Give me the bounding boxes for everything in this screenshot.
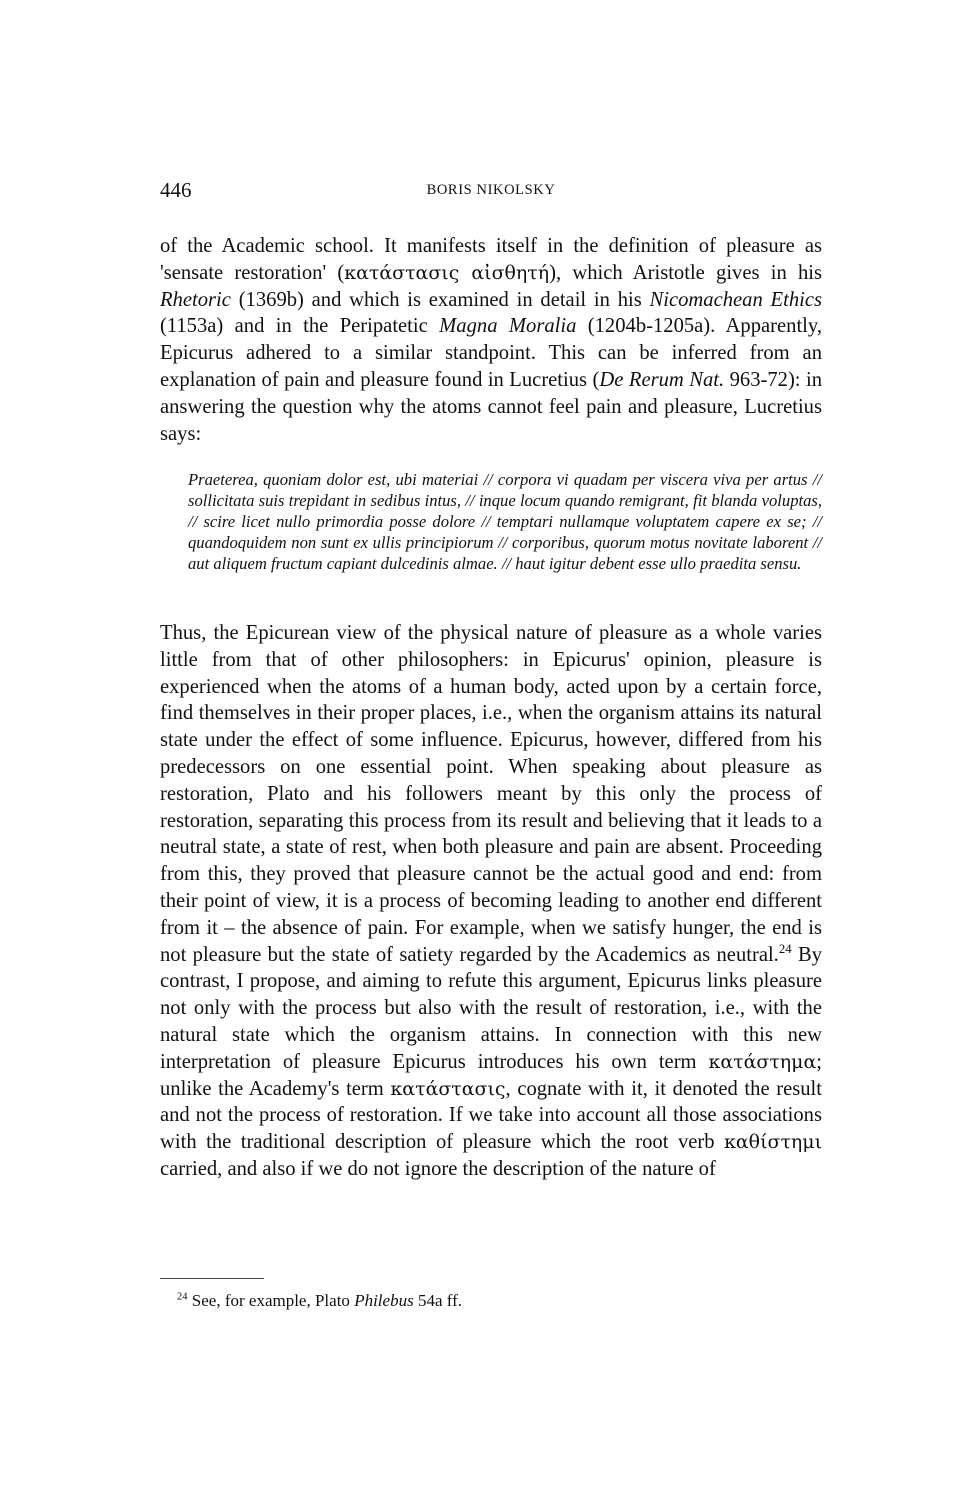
title-de-rerum-natura: De Rerum Nat. — [599, 368, 725, 391]
text-run: 963-72): in answering the question why the atoms cannot feel pain and pleasure, Lucretius says: — [160, 368, 822, 445]
block-quote-lucretius: Praeterea, quoniam dolor est, ubi materiai // corpora vi quadam per viscera viva per artus // sollicitata suis trepidant in sedibus intus, // inque locum quando remigrant, fit blanda voluptas, // scire licet nullo primordia posse dolore // temptari nullamque voluptatem capere ex se; // quandoquidem non sunt ex ullis principiorum // corporibus, quorum motus novitate laborent // aut aliquem fructum capiant dulcedinis almae. // haut igitur debent esse ullo praedita sensu. — [188, 470, 822, 573]
greek-term: καθίστημι — [724, 1131, 822, 1154]
footnote-divider — [160, 1278, 264, 1279]
footnote-number: 24 — [177, 1291, 188, 1303]
paragraph-1 — [160, 233, 822, 447]
text-run: (1204b-1205a). Apparently, Epicurus adhered to a similar standpoint. This can be inferred from an explanation of pain and pleasure found in Lucretius ( — [160, 315, 822, 391]
running-head — [160, 178, 822, 208]
running-head-author: BORIS NIKOLSKY — [426, 182, 556, 198]
text-run: (1153a) and in the Peripatetic — [160, 315, 440, 338]
title-magna-moralia: Magna Moralia — [439, 315, 577, 338]
text-run: 54a ff. — [413, 1291, 462, 1310]
text-run: ; unlike the Academy's term — [160, 1050, 822, 1100]
title-nicomachean-ethics: Nicomachean Ethics — [649, 288, 822, 311]
greek-term: κατάστασις αἰσθητή — [344, 261, 550, 284]
paragraph-2 — [160, 620, 822, 1183]
footnote-24 — [177, 1290, 822, 1312]
title-philebus: Philebus — [354, 1291, 414, 1310]
text-run: carried, and also if we do not ignore the description of the nature of — [160, 1157, 716, 1180]
text-run: (1369b) and which is examined in detail in his — [230, 288, 650, 311]
text-run: of the Academic school. It manifests itself in the definition of pleasure as 'sensate restoration' ( — [160, 235, 822, 284]
text-run: Thus, the Epicurean view of the physical nature of pleasure as a whole varies little from that of other philosophers: in Epicurus' opinion, pleasure is experienced when the atoms of a human body, acted upon by a certain force, find themselves in their proper places, i.e., when the organism attains its natural state under the effect of some influence. Epicurus, however, differed from his predecessors on one essential point. When speaking about pleasure as restoration, Plato and his followers meant by this only the process of restoration, separating this process from its result and believing that it leads to a neutral state, a state of rest, when both pleasure and pain are absent. Proceeding from this, they proved that pleasure cannot be the actual good and end: from their point of view, it is a process of becoming leading to another end different from it – the absence of pain. For example, when we satisfy hunger, the end is not pleasure but the state of satiety regarded by the Academics as neutral. — [160, 622, 822, 966]
footnote-reference[interactable]: 24 — [778, 941, 792, 956]
text-run: ), which Aristotle gives in his — [549, 261, 822, 284]
title-rhetoric: Rhetoric — [160, 288, 231, 311]
text-run: , cognate with it, it denoted the result and not the process of restoration. If we take into account all those associations with the traditional description of pleasure which the root verb — [160, 1077, 822, 1154]
greek-term: κατάστασις — [390, 1077, 506, 1100]
greek-term: κατάστημα — [708, 1050, 817, 1073]
page-number: 446 — [160, 178, 192, 202]
text-run: See, for example, Plato — [187, 1291, 355, 1310]
text-run: By contrast, I propose, and aiming to refute this argument, Epicurus links pleasure not only with the process but also with the result of restoration, i.e., with the natural state which the organism attains. In connection with this new interpretation of pleasure Epicurus introduces his own term — [160, 943, 822, 1073]
